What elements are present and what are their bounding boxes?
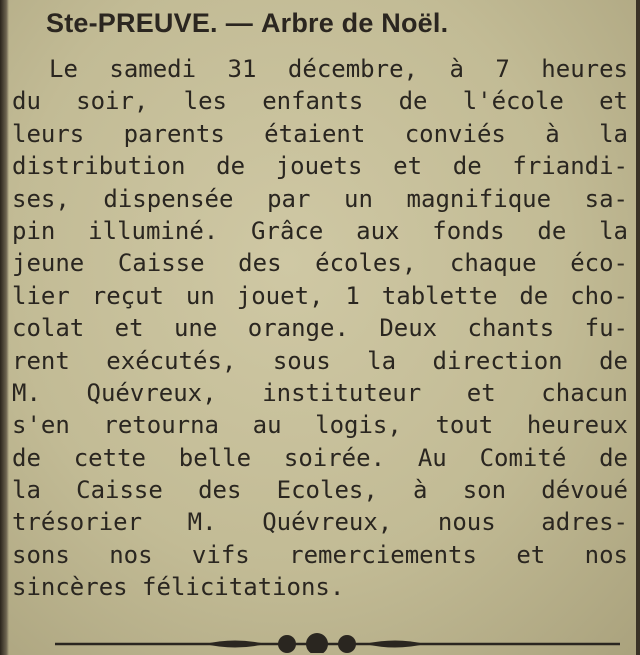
article-line: de cette belle soirée. Au Comité de [12, 443, 628, 472]
clipping-right-edge [636, 0, 640, 655]
headline-place: Ste-PREUVE. [46, 8, 218, 38]
headline-subject: Arbre de Noël. [260, 8, 449, 38]
ornamental-rule-icon [55, 633, 620, 653]
article-line: la Caisse des Ecoles, à son dévoué [12, 476, 628, 505]
article-line: Le samedi 31 décembre, à 7 heures [49, 55, 628, 83]
article-line: ses, dispensée par un magnifique sa- [12, 184, 628, 213]
article-headline [46, 6, 606, 40]
article-line: leurs parents étaient conviés à la [12, 119, 628, 148]
article-line: M. Quévreux, instituteur et chacun [12, 378, 628, 407]
rule-flourish-left [205, 641, 265, 648]
article-body [12, 53, 628, 604]
article-line: colat et une orange. Deux chants fu- [12, 314, 628, 343]
article-line: s'en retourna au logis, tout heureux [12, 411, 628, 440]
rule-dot-left [278, 635, 296, 653]
article-line: lier reçut un jouet, 1 tablette de cho- [12, 281, 628, 310]
rule-flourish-right [365, 641, 425, 648]
article-line: jeune Caisse des écoles, chaque éco- [12, 249, 628, 278]
rule-dot-right [338, 635, 356, 653]
article-line: trésorier M. Quévreux, nous adres- [12, 508, 628, 537]
rule-dot-center [306, 633, 328, 653]
article-line: sons nos vifs remerciements et nos [12, 540, 628, 569]
headline-separator: — [225, 8, 253, 38]
article-line: rent exécutés, sous la direction de [12, 346, 628, 375]
article-line: pin illuminé. Grâce aux fonds de la [12, 216, 628, 245]
article-line: distribution de jouets et de friandi- [12, 152, 628, 181]
article-line: du soir, les enfants de l'école et [12, 87, 628, 116]
clipping-left-edge [0, 0, 9, 655]
article-line: sincères félicitations. [12, 573, 345, 602]
